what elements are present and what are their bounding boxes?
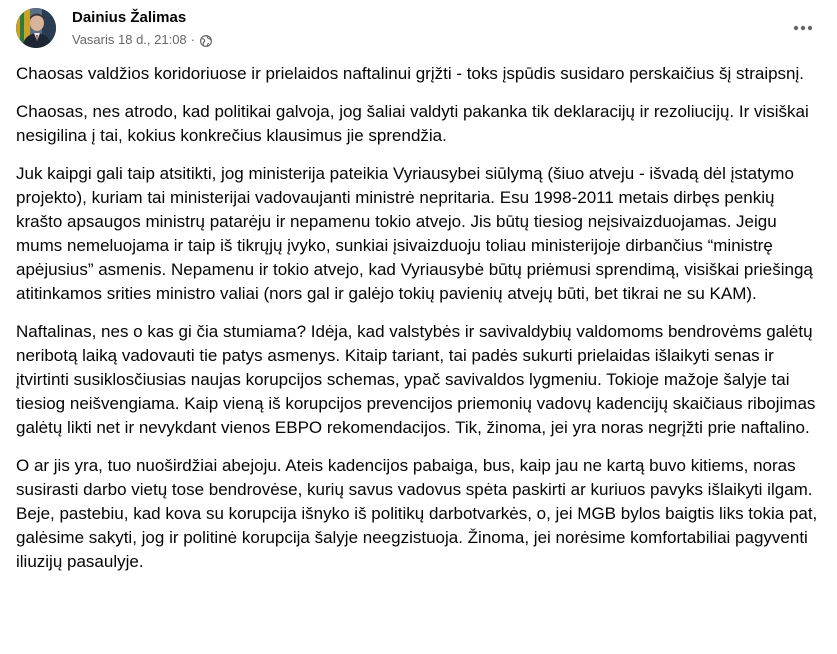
post-paragraph: Naftalinas, nes o kas gi čia stumiama? Idėja, kad valstybės ir savivaldybių valdomoms bendrovėms galėtų neribotą laiką vadovauti tie patys asmenys. Kitaip tariant, tai padės sukurti prielaidas išlaikyti senas ir įtvirtinti susiklosčiusias naujas korupcijos schemas, ypač savivaldos lygmeniu. Tokioje mažoje šalyje tai tiesiog neišvengiama. Kaip vieną iš korupcijos prevencijos priemonių vadovų kadencijų skaičiaus ribojimas galėtų likti net ir nevykdant vienos EBPO rekomendacijos. Tik, žinoma, jei yra noras negrįžti prie naftalino. <box>16 322 816 437</box>
post-header <box>16 6 821 54</box>
post-paragraph: Juk kaipgi gali taip atsitikti, jog ministerija pateikia Vyriausybei siūlymą (šiuo atveju - išvadą dėl įstatymo projekto), kuriam tai ministerijai vadovaujanti ministrė nepritaria. Esu 1998-2011 metais dirbęs penkių krašto apsaugos ministrų patarėju ir nepamenu tokio atvejo. Jis būtų tiesiog neįsivaizduojamas. Jeigu mums nemeluojama ir taip iš tikrųjų įvyko, sunkiai įsivaizduoju toliau ministerijoje dirbančius “ministrę apėjusius” asmenis. Nepamenu ir tokio atvejo, kad Vyriausybė būtų priėmusi sprendimą, visiškai priešingą atitinkamos srities ministro valiai (nors gal ir galėjo tokių pavienių atvejų būti, bet tikrai ne su KAM). <box>16 164 813 303</box>
avatar-photo <box>16 8 56 48</box>
post-paragraph: Chaosas valdžios koridoriuose ir prielaidos naftalinui grįžti - toks įspūdis susidaro perskaičius šį straipsnį. <box>16 64 805 83</box>
avatar[interactable] <box>16 8 56 48</box>
meta-separator: · <box>190 32 196 47</box>
post-paragraph: Chaosas, nes atrodo, kad politikai galvoja, jog šaliai valdyti pakanka tik deklaracijų ir rezoliucijų. Ir visiškai nesigilina į tai, kokius konkrečius klausimus jie sprendžia. <box>16 102 809 145</box>
post-date[interactable]: Vasaris 18 d., 21:08 <box>72 32 187 47</box>
author-block <box>72 8 212 49</box>
post-meta <box>72 31 212 49</box>
more-options-button[interactable] <box>785 10 821 46</box>
post-body <box>16 62 824 588</box>
author-name[interactable]: Dainius Žalimas <box>72 9 187 26</box>
post-paragraph: O ar jis yra, tuo nuoširdžiai abejoju. Ateis kadencijos pabaiga, bus, kaip jau ne kartą buvo kitiems, noras susirasti darbo vietų tose bendrovėse, kurių savus vadovus spėta paskirti ar kuriuos pavyks išlaikyti ilgam. Beje, pastebiu, kad kova su korupcija išnyko iš politikų darbotvarkės, o, jei MGB bylos baigtis liks tokia pat, galėsime sakyti, jog ir politinė korupcija šalyje neegzistuoja. Žinoma, jei norėsime komfortabiliai pagyventi iliuzijų pasaulyje. <box>16 456 818 571</box>
globe-icon[interactable] <box>200 34 212 46</box>
more-horizontal-icon <box>793 25 813 31</box>
